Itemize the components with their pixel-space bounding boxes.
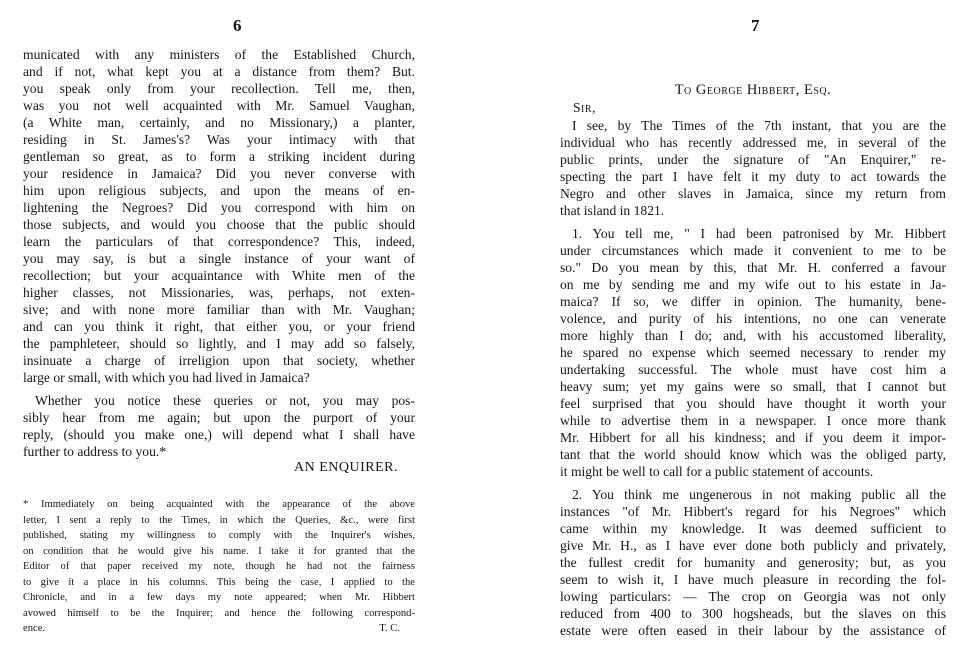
text-line: volence, and purity of his intentions, no one can venerate	[560, 311, 946, 326]
text-line: Negro and other slaves in Jamaica, since my return from	[560, 186, 946, 201]
signature: AN ENQUIRER.	[294, 460, 398, 475]
text-line: 1. You tell me, " I had been patronised by Mr. Hibbert	[572, 226, 946, 241]
letter-heading: To George Hibbert, Esq.	[674, 82, 832, 98]
text-line: you speak only from your recollection. Tell me, then,	[23, 81, 415, 96]
text-line: he spared no expense which seemed necessary to render my	[560, 345, 946, 360]
text-line: 2. You think me ungenerous in not making public all the	[572, 487, 946, 502]
footnote-line: Editor of that paper received my note, though he had not the fairness	[23, 561, 415, 572]
text-line: lightening the Negroes? Did you correspond with him on	[23, 200, 415, 215]
text-line: on me by sending me and my wife out to his estate in Ja-	[560, 277, 946, 292]
footnote-line: to give it a place in his columns. This being the case, I applied to the	[23, 576, 415, 588]
text-line: specting the part I have felt it my duty to act towards the	[560, 169, 946, 184]
text-line: came within my knowledge. It was deemed sufficient to	[560, 521, 946, 536]
text-line: give Mr. H., as I have ever done both publicly and privately,	[560, 538, 946, 553]
text-line: your residence in Jamaica? Did you never converse with	[23, 166, 415, 181]
text-line: was you not well acquainted with Mr. Samuel Vaughan,	[23, 98, 415, 113]
text-line: municated with any ministers of the Established Church,	[23, 47, 415, 62]
text-line: further to address to you.*	[23, 444, 167, 459]
text-line: reduced from 400 to 300 hogsheads, but the slaves on this	[560, 606, 946, 621]
text-line: him upon religious subjects, and upon the means of en-	[23, 183, 415, 198]
text-line: higher classes, not Missionaries, was, perhaps, not exten-	[23, 285, 415, 300]
text-line: reply, (should you make one,) will depend what I shall have	[23, 427, 415, 442]
letter-body	[560, 117, 946, 639]
text-line: sibly hear from me again; but upon the purport of your	[23, 410, 415, 425]
text-line: so." Do you mean by this, that Mr. H. conferred a favour	[560, 260, 946, 275]
footnote-last-line	[23, 621, 415, 637]
text-line: seem to wish it, I have much pleasure in recording the fol-	[560, 572, 946, 587]
text-line: large or small, with which you had lived in Jamaica?	[23, 370, 310, 385]
text-line: the pamphleteer, should so lightly, and I may add so falsely,	[23, 336, 415, 351]
text-line: Mr. Hibbert for all his kindness; and if you deem it impor-	[560, 430, 946, 445]
text-line: public prints, under the signature of "An Enquirer," re-	[560, 152, 946, 167]
text-line: recollection; but your acquaintance with White men of the	[23, 268, 415, 283]
text-line: under circumstances which made it convenient to me to be	[560, 243, 946, 258]
footnote-line: on condition that he would give his name. I take it for granted that the	[23, 545, 415, 557]
text-line: I see, by The Times of the 7th instant, that you are the	[572, 118, 946, 133]
text-line: more highly than I do; and, with his accustomed liberality,	[560, 328, 946, 343]
footnote-line: ence.	[23, 623, 46, 634]
text-line: undertaking successful. The whole must have cost him a	[560, 362, 946, 377]
text-line: insinuate a charge of irreligion upon that society, whether	[23, 353, 415, 368]
text-line: gentleman so great, as to form a striking incident during	[23, 149, 415, 164]
footnote	[23, 497, 415, 637]
footnote-line: avowed himself to be the Inquirer; and hence the following correspond-	[23, 607, 415, 619]
page-number: 7	[751, 16, 760, 35]
footnote-line: Chronicle, and in a few days my note appeared; when Mr. Hibbert	[23, 592, 415, 603]
text-line: Whether you notice these queries or not, you may pos-	[35, 393, 415, 408]
text-line: that island in 1821.	[560, 203, 665, 218]
text-line: (a White man, certainly, and no Missionary,) a planter,	[23, 115, 415, 130]
page-number: 6	[233, 16, 242, 35]
text-line: the fullest credit for humanity and generosity; but, as you	[560, 555, 946, 570]
text-line: while to advertise them in a newspaper. I once more thank	[560, 413, 946, 428]
text-line: sive; and with none more familiar than with Mr. Vaughan;	[23, 302, 415, 317]
text-line: estate were often eased in their labour by the assistance of	[560, 623, 946, 638]
footnote-line: letter, I sent a reply to the Times, in which the Queries, &c., were first	[23, 514, 415, 526]
text-line: tant that the world should know which was the obliged party,	[560, 447, 946, 462]
footnote-line: published, stating my willingness to comply with the Inquirer's wishes,	[23, 530, 415, 541]
text-line: residing in St. James's? Was your intimacy with that	[23, 132, 415, 147]
salutation: Sir,	[573, 100, 596, 115]
text-line: instances "of Mr. Hibbert's regard for his Negroes" which	[560, 504, 946, 519]
text-line: and if not, what kept you at a distance from them? But.	[23, 64, 415, 79]
text-line: you may say, is but a single instance of your want of	[23, 251, 415, 266]
text-line: feel surprised that you should have thought it worth your	[560, 396, 946, 411]
text-line: heavy sum; yet my gains were so small, that I cannot but	[560, 379, 946, 394]
text-line: learn the particulars of that correspondence? This, indeed,	[23, 234, 415, 249]
footnote-initials: T. C.	[379, 623, 400, 634]
text-line: individual who has recently addressed me, in several of the	[560, 135, 946, 150]
letter-body	[23, 46, 415, 460]
text-line: maica? If so, we differ in opinion. The humanity, bene-	[560, 294, 946, 309]
text-line: and can you think it right, that either you, or your friend	[23, 319, 415, 334]
text-line: it might be well to call for a public statement of accounts.	[560, 464, 874, 479]
text-line: those subjects, and would you choose that the public should	[23, 217, 415, 232]
text-line: lowing particulars: — The crop on Georgia was not only	[560, 589, 946, 604]
footnote-line: * Immediately on being acquainted with the appearance of the above	[23, 499, 415, 510]
